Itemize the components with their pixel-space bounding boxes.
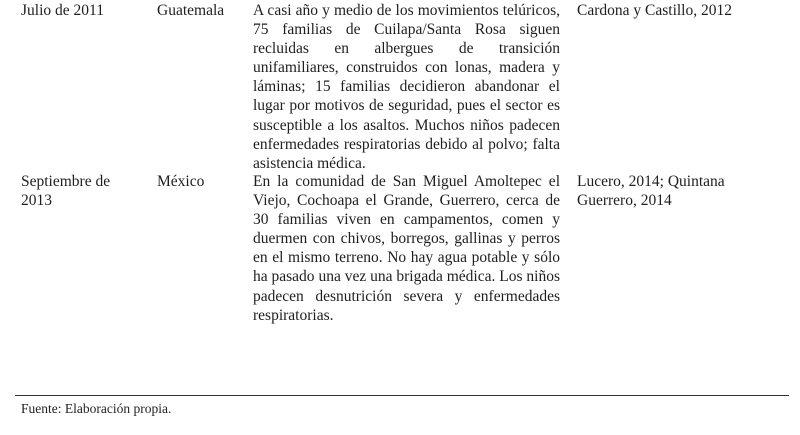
row-source: Cardona y Castillo, 2012 bbox=[577, 2, 732, 19]
row-date: Julio de 2011 bbox=[21, 2, 104, 19]
row-country: México bbox=[157, 173, 205, 190]
row-date: Septiembre de 2013 bbox=[21, 173, 111, 209]
row-description: En la comunidad de San Miguel Amoltepec el Viejo, Cochoapa el Grande, Guerrero, cerca de 30 familias viven en campamentos, comen y duermen con chivos, borregos, gallinas y perros en el mismo terreno. No hay agua potable y sólo ha pasado una vez una brigada médica. Los niños padecen desnutrición severa y enfermedades respiratorias. bbox=[253, 173, 560, 324]
source-footnote: Fuente: Elaboración propia. bbox=[21, 401, 172, 416]
table-bottom-rule bbox=[15, 395, 789, 396]
row-description: A casi año y medio de los movimientos telúricos, 75 familias de Cuilapa/Santa Rosa siguen recluidas en albergues de transición unifamiliares, construidos con lonas, madera y láminas; 15 familias decidieron abandonar el lugar por motivos de seguridad, pues el sector es susceptible a los asaltos. Muchos niños padecen enfermedades respiratorias debido al polvo; falta asistencia médica. bbox=[253, 2, 560, 172]
row-source: Lucero, 2014; Quintana Guerrero, 2014 bbox=[577, 173, 725, 209]
row-country: Guatemala bbox=[157, 2, 225, 19]
